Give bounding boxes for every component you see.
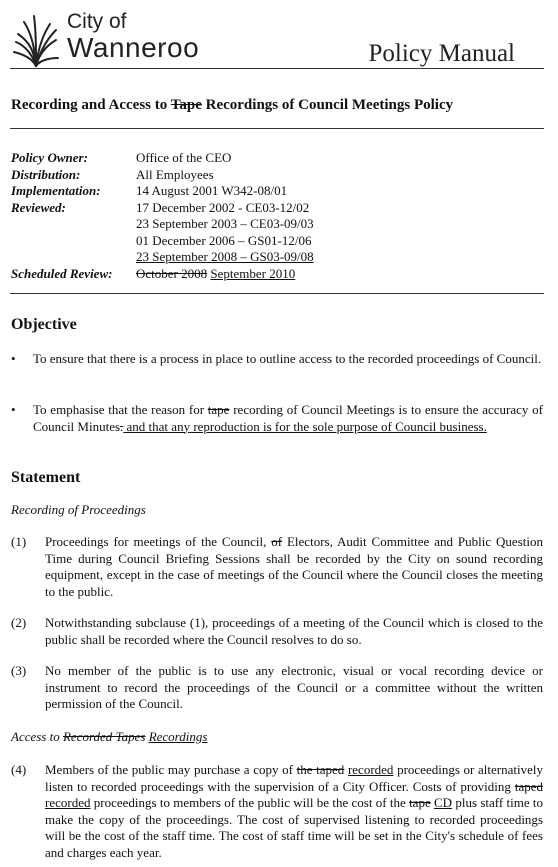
document-title: Recording and Access to Tape Recordings of Council Meetings Policy — [11, 97, 454, 113]
objective-heading: Objective — [11, 316, 77, 333]
grass-tree-icon — [12, 12, 60, 68]
subheading-access: Access to Recorded Tapes Recordings — [11, 729, 208, 744]
clause-2: (2) Notwithstanding subclause (1), proceedings of a meeting of the Council which is closed to the public shall be recorded where the Council resolves to do so. — [11, 615, 543, 647]
logo-wanneroo: Wanneroo — [67, 32, 200, 63]
statement-heading: Statement — [11, 469, 81, 486]
clause-1: (1) Proceedings for meetings of the Council, of Electors, Audit Committee and Public Question Time during Council Briefing Sessions shall be recorded by the City on sound recording equipment, except in the case of meetings of the Council where the Council closes the meeting to the public. — [11, 534, 543, 599]
subheading-recording: Recording of Proceedings — [11, 502, 146, 517]
policy-metadata: Policy Owner: Office of the CEO Distribution: All Employees Implementation: 14 August 2001 W342-08/01 Reviewed: 17 December 2002 - CE03-12/02 23 September 2003 – CE03-09/03 01 December 2006 – GS01-12/06 23 September 2008 – GS03-09/08 Scheduled Review: October 2008 September 2010 — [11, 150, 314, 281]
logo-city-of: City of — [67, 10, 127, 33]
clause-3: (3) No member of the public is to use any electronic, visual or vocal recording device or instrument to record the proceedings of the Council or a committee without the written permission of the Council. — [11, 663, 543, 711]
objective-bullet-1: • To ensure that there is a process in place to outline access to the recorded proceedings of Council. — [11, 351, 542, 366]
policy-manual-heading: Policy Manual — [368, 40, 515, 67]
objective-bullet-2: • To emphasise that the reason for tape recording of Council Meetings is to ensure the accuracy of Council Minutes. and that any reproduction is for the sole purpose of Council business. — [11, 402, 543, 434]
clause-4: (4) Members of the public may purchase a copy of the taped recorded proceedings or alternatively listen to recorded proceedings with the supervision of a City Officer. Costs of providing taped recorded proceedings to members of the public will be the cost of the tape CD plus staff time to make the copy of the proceedings. The cost of supervised listening to recorded proceedings will be the cost of the staff time. The cost of staff time will be set in the City's schedule of fees and charges each year. — [11, 762, 543, 860]
city-logo — [12, 10, 212, 70]
title-divider — [10, 128, 544, 129]
header-divider — [10, 68, 544, 69]
meta-divider — [10, 293, 544, 294]
